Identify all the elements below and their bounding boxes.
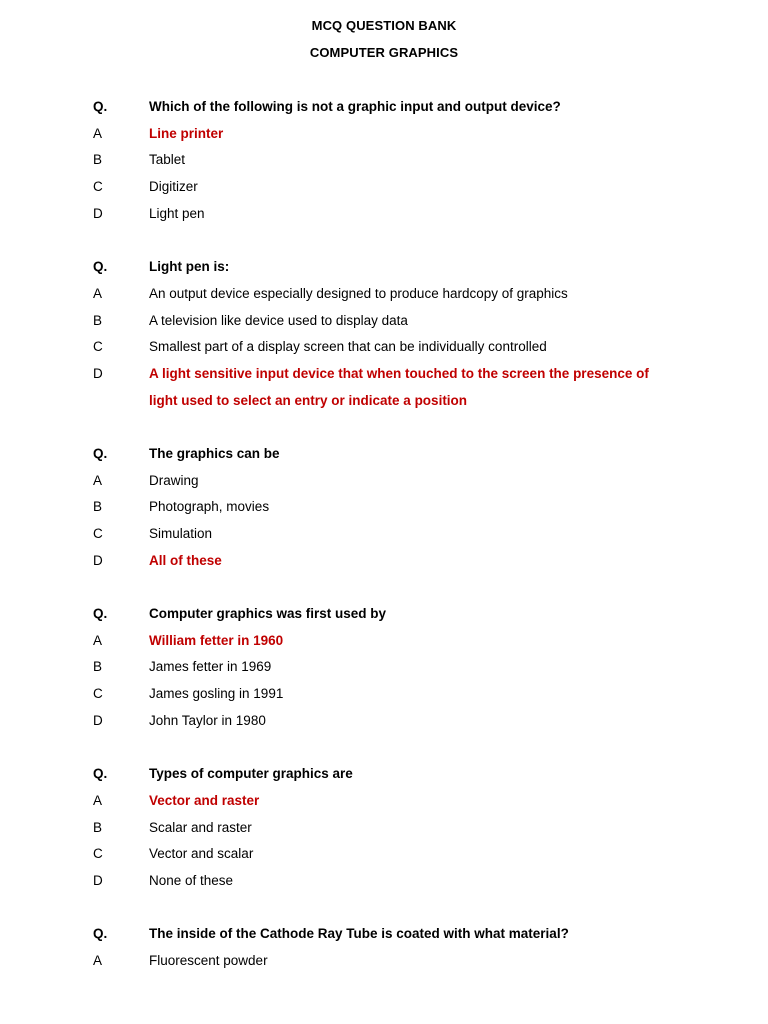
question-marker: Q.	[93, 606, 108, 621]
option-label: C	[93, 846, 103, 862]
option-text: Vector and raster	[149, 792, 260, 808]
question-marker: Q.	[93, 926, 108, 942]
option-label: A	[93, 952, 103, 968]
question-text: Light pen is:	[149, 259, 230, 275]
option-label: A	[93, 125, 103, 141]
option-text: A light sensitive input device that when touched to the screen the presence of	[149, 365, 649, 381]
question-marker: Q.	[93, 99, 108, 114]
option-text: Line printer	[149, 125, 224, 141]
option-label: D	[93, 552, 103, 568]
option-text: An output device especially designed to produce hardcopy of graphics	[149, 285, 568, 301]
question-text: The graphics can be	[149, 445, 280, 461]
option-text: Light pen	[149, 205, 205, 221]
option-label: B	[93, 659, 103, 675]
option-label: A	[93, 472, 103, 488]
page-title: MCQ QUESTION BANK	[311, 18, 457, 33]
option-label: C	[93, 179, 103, 195]
option-text: Smallest part of a display screen that can be individually controlled	[149, 339, 547, 355]
option-label: C	[93, 686, 103, 702]
option-text: James gosling in 1991	[149, 686, 284, 702]
option-text: light used to select an entry or indicate a position	[149, 392, 468, 408]
option-text: Photograph, movies	[149, 499, 270, 515]
option-text: James fetter in 1969	[149, 659, 272, 675]
option-text: Digitizer	[149, 179, 198, 195]
question-text: Computer graphics was first used by	[149, 606, 387, 621]
option-label: C	[93, 526, 103, 541]
option-label: D	[93, 365, 103, 381]
question-text: Which of the following is not a graphic input and output device?	[149, 99, 561, 114]
option-text: John Taylor in 1980	[149, 712, 266, 728]
option-text: Tablet	[149, 152, 186, 168]
question-marker: Q.	[93, 766, 108, 782]
option-text: A television like device used to display data	[149, 312, 408, 328]
option-text: None of these	[149, 872, 234, 888]
option-text: William fetter in 1960	[149, 632, 284, 648]
option-label: A	[93, 285, 103, 301]
option-label: D	[93, 712, 103, 728]
question-text: The inside of the Cathode Ray Tube is coated with what material?	[149, 926, 569, 942]
option-text: All of these	[149, 552, 222, 568]
option-text: Fluorescent powder	[149, 952, 268, 968]
option-label: B	[93, 152, 103, 168]
option-label: D	[93, 205, 103, 221]
option-text: Drawing	[149, 472, 199, 488]
option-label: D	[93, 872, 103, 888]
option-label: C	[93, 339, 103, 355]
option-label: A	[93, 792, 103, 808]
option-label: B	[93, 312, 103, 328]
question-text: Types of computer graphics are	[149, 766, 353, 782]
question-marker: Q.	[93, 259, 108, 275]
option-label: B	[93, 499, 103, 515]
option-label: A	[93, 632, 103, 648]
option-text: Vector and scalar	[149, 846, 254, 862]
option-text: Scalar and raster	[149, 819, 252, 835]
option-label: B	[93, 819, 103, 835]
question-marker: Q.	[93, 445, 108, 461]
page-subtitle: COMPUTER GRAPHICS	[309, 45, 459, 60]
option-text: Simulation	[149, 526, 213, 541]
